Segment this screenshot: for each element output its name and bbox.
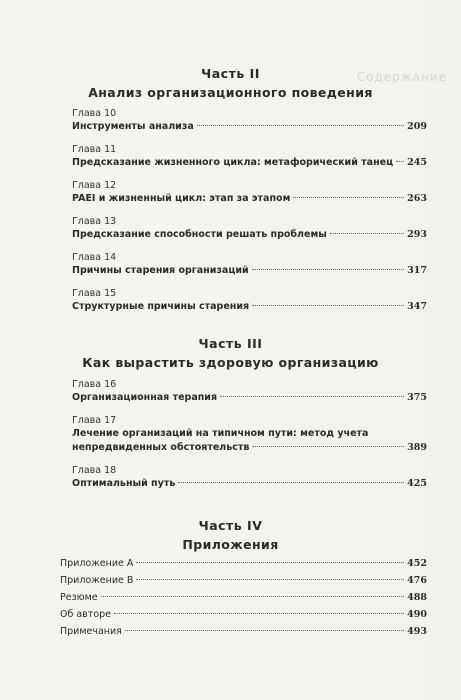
- summary-title: Резюме: [60, 592, 98, 603]
- chapter-label: Глава 17: [72, 415, 117, 426]
- chapter-title: Причины старения организаций: [72, 265, 249, 276]
- chapter-title: Предсказание способности решать проблемы: [72, 229, 327, 240]
- leader-dots: [252, 446, 404, 447]
- chapter-label: Глава 12: [72, 180, 117, 191]
- chapter-label: Глава 11: [72, 144, 117, 155]
- part-3-heading: [0, 336, 461, 370]
- leader-dots: [396, 161, 404, 162]
- toc-entry-ch16[interactable]: [72, 378, 427, 405]
- appendix-title: Приложение А: [60, 558, 134, 569]
- page-number: 389: [407, 442, 427, 453]
- leader-dots: [136, 562, 404, 563]
- notes-title: Примечания: [60, 626, 122, 637]
- chapter-title: Предсказание жизненного цикла: метафорический танец: [72, 157, 394, 168]
- chapter-title: Инструменты анализа: [72, 121, 194, 132]
- page-number: 452: [407, 558, 427, 569]
- leader-dots: [101, 596, 405, 597]
- leader-dots: [125, 630, 404, 631]
- chapter-label: Глава 13: [72, 216, 117, 227]
- part-3-number: Часть III: [198, 336, 263, 351]
- leader-dots: [293, 197, 404, 198]
- leader-dots: [178, 482, 404, 483]
- about-author-title: Об авторе: [60, 609, 111, 620]
- toc-entry-summary[interactable]: [60, 591, 427, 605]
- page-number: 476: [407, 575, 427, 586]
- leader-dots: [252, 269, 404, 270]
- leader-dots: [252, 305, 404, 306]
- toc-entry-ch17[interactable]: [72, 414, 427, 455]
- chapter-label: Глава 15: [72, 288, 117, 299]
- toc-entry-ch10[interactable]: [72, 107, 427, 134]
- chapter-title-line-2: непредвиденных обстоятельств: [72, 442, 250, 453]
- page-number: 490: [407, 609, 427, 620]
- chapter-title-line-1: Лечение организаций на типичном пути: метод учета: [72, 428, 369, 439]
- toc-entry-ch13[interactable]: [72, 215, 427, 242]
- toc-entry-ch15[interactable]: [72, 287, 427, 314]
- leader-dots: [136, 579, 404, 580]
- toc-entry-appendix-b[interactable]: [60, 574, 427, 588]
- toc-entry-ch14[interactable]: [72, 251, 427, 278]
- part-4-title: Приложения: [182, 537, 279, 552]
- chapter-title: Структурные причины старения: [72, 301, 250, 312]
- chapter-label: Глава 16: [72, 379, 117, 390]
- leader-dots: [220, 396, 404, 397]
- page-number: 263: [407, 193, 427, 204]
- part-3-title: Как вырастить здоровую организацию: [82, 355, 379, 370]
- page-number: 375: [407, 392, 427, 403]
- part-4-heading: [0, 518, 461, 552]
- chapter-title: Оптимальный путь: [72, 478, 176, 489]
- page-number: 488: [407, 592, 427, 603]
- leader-dots: [197, 125, 404, 126]
- page-number: 317: [407, 265, 427, 276]
- appendix-title: Приложение В: [60, 575, 134, 586]
- part-2-heading: [0, 66, 461, 100]
- chapter-label: Глава 18: [72, 465, 117, 476]
- chapter-label: Глава 10: [72, 108, 117, 119]
- toc-entry-ch18[interactable]: [72, 464, 427, 491]
- toc-entry-ch12[interactable]: [72, 179, 427, 206]
- page-number: 493: [407, 626, 427, 637]
- toc-entry-appendix-a[interactable]: [60, 557, 427, 571]
- part-4-number: Часть IV: [198, 518, 263, 533]
- leader-dots: [114, 613, 404, 614]
- page-number: 293: [407, 229, 427, 240]
- page-number: 245: [407, 157, 427, 168]
- toc-entry-ch11[interactable]: [72, 143, 427, 170]
- chapter-label: Глава 14: [72, 252, 117, 263]
- bleed-through-heading: Содержание: [356, 70, 447, 84]
- leader-dots: [330, 233, 404, 234]
- chapter-title: Организационная терапия: [72, 392, 218, 403]
- part-2-number: Часть II: [201, 66, 260, 81]
- toc-entry-about-author[interactable]: [60, 608, 427, 622]
- toc-entry-notes[interactable]: [60, 625, 427, 639]
- page-number: 425: [407, 478, 427, 489]
- part-2-title: Анализ организационного поведения: [88, 85, 373, 100]
- page-number: 347: [407, 301, 427, 312]
- page-number: 209: [407, 121, 427, 132]
- chapter-title: PAEI и жизненный цикл: этап за этапом: [72, 193, 291, 204]
